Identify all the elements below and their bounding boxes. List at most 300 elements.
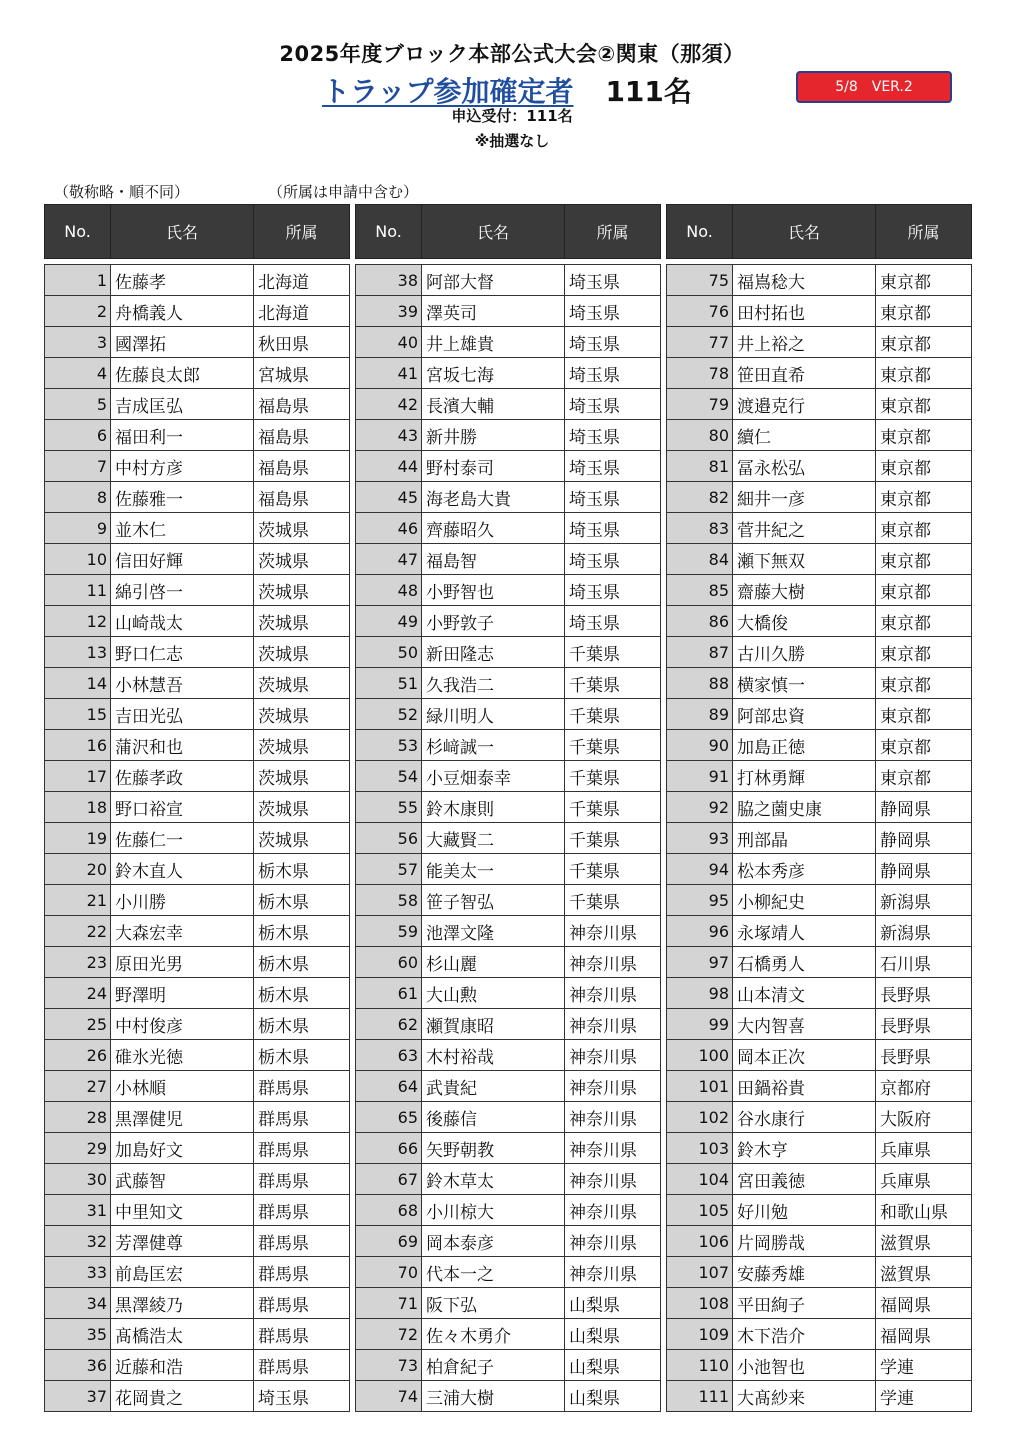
- table-row: [667, 1133, 972, 1164]
- table-row: [45, 606, 350, 637]
- table-row: [667, 947, 972, 978]
- participant-number: 98: [667, 978, 733, 1009]
- participant-name: 大藏賢二: [422, 823, 565, 854]
- table-row: [356, 823, 661, 854]
- table-row: [45, 1071, 350, 1102]
- participant-affiliation: 千葉県: [565, 761, 661, 792]
- participant-number: 38: [356, 265, 422, 296]
- participant-affiliation: 群馬県: [254, 1164, 350, 1195]
- participant-affiliation: 栃木県: [254, 885, 350, 916]
- column-header-affiliation: 所属: [876, 205, 972, 259]
- participant-name: 後藤信: [422, 1102, 565, 1133]
- participant-name: 芳澤健尊: [111, 1226, 254, 1257]
- participant-affiliation: 東京都: [876, 358, 972, 389]
- participant-number: 88: [667, 668, 733, 699]
- table-row: [45, 1381, 350, 1412]
- participant-affiliation: 群馬県: [254, 1319, 350, 1350]
- participant-name: 大内智喜: [733, 1009, 876, 1040]
- table-row: [45, 1040, 350, 1071]
- participant-number: 70: [356, 1257, 422, 1288]
- table-row: [356, 730, 661, 761]
- participant-number: 24: [45, 978, 111, 1009]
- participant-name: 平田絢子: [733, 1288, 876, 1319]
- participant-affiliation: 福島県: [254, 389, 350, 420]
- participant-table-group: [666, 204, 972, 1412]
- participant-number: 77: [667, 327, 733, 358]
- participant-name: 瀬賀康昭: [422, 1009, 565, 1040]
- participant-number: 78: [667, 358, 733, 389]
- participant-name: 大橋俊: [733, 606, 876, 637]
- participant-number: 48: [356, 575, 422, 606]
- table-row: [356, 358, 661, 389]
- participant-number: 79: [667, 389, 733, 420]
- column-header-no: No.: [667, 205, 733, 259]
- participant-affiliation: 神奈川県: [565, 978, 661, 1009]
- table-row: [356, 699, 661, 730]
- table-row: [667, 389, 972, 420]
- participant-number: 10: [45, 544, 111, 575]
- participant-affiliation: 長野県: [876, 1009, 972, 1040]
- participant-affiliation: 千葉県: [565, 730, 661, 761]
- table-row: [356, 1040, 661, 1071]
- participant-name: 山崎哉太: [111, 606, 254, 637]
- participant-number: 49: [356, 606, 422, 637]
- participant-number: 20: [45, 854, 111, 885]
- table-row: [356, 451, 661, 482]
- table-row: [356, 947, 661, 978]
- table-row: [356, 389, 661, 420]
- table-row: [356, 327, 661, 358]
- participant-affiliation: 埼玉県: [565, 265, 661, 296]
- participant-affiliation: 千葉県: [565, 792, 661, 823]
- table-row: [45, 947, 350, 978]
- participant-number: 45: [356, 482, 422, 513]
- participant-affiliation: 埼玉県: [565, 513, 661, 544]
- table-row: [45, 1319, 350, 1350]
- participant-affiliation: 神奈川県: [565, 947, 661, 978]
- table-row: [45, 1195, 350, 1226]
- participant-name: 髙橋浩太: [111, 1319, 254, 1350]
- participant-affiliation: 東京都: [876, 699, 972, 730]
- table-row: [667, 1040, 972, 1071]
- participant-affiliation: 栃木県: [254, 947, 350, 978]
- participant-affiliation: 栃木県: [254, 854, 350, 885]
- participant-affiliation: 茨城県: [254, 761, 350, 792]
- table-row: [45, 668, 350, 699]
- participant-name: 永塚靖人: [733, 916, 876, 947]
- participant-affiliation: 山梨県: [565, 1288, 661, 1319]
- participant-number: 102: [667, 1102, 733, 1133]
- participant-affiliation: 神奈川県: [565, 1226, 661, 1257]
- participant-affiliation: 埼玉県: [565, 544, 661, 575]
- participant-affiliation: 埼玉県: [565, 327, 661, 358]
- table-row: [356, 637, 661, 668]
- participant-name: 野口裕宣: [111, 792, 254, 823]
- table-row: [45, 451, 350, 482]
- participant-number: 80: [667, 420, 733, 451]
- participant-name: 佐藤孝政: [111, 761, 254, 792]
- participant-name: 杉﨑誠一: [422, 730, 565, 761]
- participants-label: トラップ参加確定者: [322, 75, 574, 108]
- participant-name: 瀬下無双: [733, 544, 876, 575]
- participant-table-group: [44, 204, 350, 1412]
- participant-name: 新井勝: [422, 420, 565, 451]
- participant-name: 中村俊彦: [111, 1009, 254, 1040]
- table-row: [667, 1381, 972, 1412]
- participant-name: 代本一之: [422, 1257, 565, 1288]
- table-row: [356, 482, 661, 513]
- participant-affiliation: 長野県: [876, 1040, 972, 1071]
- table-row: [45, 1133, 350, 1164]
- participant-affiliation: 埼玉県: [565, 296, 661, 327]
- participant-name: 原田光男: [111, 947, 254, 978]
- participant-name: 打林勇輝: [733, 761, 876, 792]
- participant-name: 佐藤孝: [111, 265, 254, 296]
- participant-affiliation: 埼玉県: [565, 451, 661, 482]
- participant-name: 岡本泰彦: [422, 1226, 565, 1257]
- participant-name: 野村泰司: [422, 451, 565, 482]
- participant-affiliation: 茨城県: [254, 513, 350, 544]
- participant-number: 76: [667, 296, 733, 327]
- lottery-note: ※抽選なし: [474, 132, 550, 150]
- participant-number: 67: [356, 1164, 422, 1195]
- participant-number: 16: [45, 730, 111, 761]
- participant-affiliation: 茨城県: [254, 699, 350, 730]
- participant-affiliation: 茨城県: [254, 637, 350, 668]
- participant-name: 好川勉: [733, 1195, 876, 1226]
- participant-affiliation: 神奈川県: [565, 1009, 661, 1040]
- participant-name: 小柳紀史: [733, 885, 876, 916]
- participant-affiliation: 新潟県: [876, 885, 972, 916]
- table-row: [356, 265, 661, 296]
- participant-affiliation: 群馬県: [254, 1226, 350, 1257]
- participant-affiliation: 群馬県: [254, 1350, 350, 1381]
- participant-number: 39: [356, 296, 422, 327]
- participant-name: 古川久勝: [733, 637, 876, 668]
- table-row: [45, 1102, 350, 1133]
- column-header-name: 氏名: [733, 205, 876, 259]
- table-row: [356, 1226, 661, 1257]
- participant-number: 21: [45, 885, 111, 916]
- table-row: [667, 854, 972, 885]
- participant-affiliation: 福岡県: [876, 1319, 972, 1350]
- table-row: [45, 761, 350, 792]
- table-row: [667, 1164, 972, 1195]
- participant-name: 谷水康行: [733, 1102, 876, 1133]
- participant-affiliation: 山梨県: [565, 1319, 661, 1350]
- table-row: [667, 730, 972, 761]
- participant-affiliation: 大阪府: [876, 1102, 972, 1133]
- participant-number: 14: [45, 668, 111, 699]
- participant-affiliation: 千葉県: [565, 668, 661, 699]
- table-row: [356, 575, 661, 606]
- participant-number: 99: [667, 1009, 733, 1040]
- table-row: [356, 668, 661, 699]
- participant-number: 110: [667, 1350, 733, 1381]
- participant-name: 武藤智: [111, 1164, 254, 1195]
- participant-number: 103: [667, 1133, 733, 1164]
- participant-affiliation: 茨城県: [254, 668, 350, 699]
- table-row: [45, 513, 350, 544]
- participant-name: 木村裕哉: [422, 1040, 565, 1071]
- participant-number: 86: [667, 606, 733, 637]
- participant-number: 15: [45, 699, 111, 730]
- participant-number: 111: [667, 1381, 733, 1412]
- participant-number: 25: [45, 1009, 111, 1040]
- table-row: [45, 1226, 350, 1257]
- participant-name: 中里知文: [111, 1195, 254, 1226]
- participant-number: 100: [667, 1040, 733, 1071]
- participant-name: 石橋勇人: [733, 947, 876, 978]
- participant-number: 43: [356, 420, 422, 451]
- table-row: [356, 1009, 661, 1040]
- participant-name: 鈴木直人: [111, 854, 254, 885]
- participant-affiliation: 埼玉県: [565, 482, 661, 513]
- table-row: [45, 823, 350, 854]
- participant-number: 63: [356, 1040, 422, 1071]
- table-row: [667, 513, 972, 544]
- participant-affiliation: 東京都: [876, 265, 972, 296]
- participant-name: 舟橋義人: [111, 296, 254, 327]
- participant-affiliation: 福島県: [254, 451, 350, 482]
- table-row: [356, 1164, 661, 1195]
- participant-number: 5: [45, 389, 111, 420]
- participant-name: 柏倉紀子: [422, 1350, 565, 1381]
- participant-number: 72: [356, 1319, 422, 1350]
- participant-affiliation: 北海道: [254, 296, 350, 327]
- participant-name: 松本秀彦: [733, 854, 876, 885]
- participant-name: 福島智: [422, 544, 565, 575]
- participant-name: 冨永松弘: [733, 451, 876, 482]
- participant-affiliation: 茨城県: [254, 792, 350, 823]
- table-row: [667, 296, 972, 327]
- participant-number: 105: [667, 1195, 733, 1226]
- participant-number: 22: [45, 916, 111, 947]
- participant-number: 97: [667, 947, 733, 978]
- participant-affiliation: 東京都: [876, 761, 972, 792]
- participant-affiliation: 埼玉県: [565, 575, 661, 606]
- participant-name: 加島正徳: [733, 730, 876, 761]
- participant-number: 1: [45, 265, 111, 296]
- participant-affiliation: 茨城県: [254, 575, 350, 606]
- participant-number: 52: [356, 699, 422, 730]
- participant-name: 前島匡宏: [111, 1257, 254, 1288]
- participant-name: 黒澤健児: [111, 1102, 254, 1133]
- honorific-note: （敬称略・順不同）: [54, 183, 190, 201]
- participant-affiliation: 千葉県: [565, 823, 661, 854]
- participant-number: 37: [45, 1381, 111, 1412]
- participant-affiliation: 神奈川県: [565, 916, 661, 947]
- participant-number: 55: [356, 792, 422, 823]
- participant-affiliation: 石川県: [876, 947, 972, 978]
- participant-name: 花岡貴之: [111, 1381, 254, 1412]
- table-row: [356, 1288, 661, 1319]
- table-row: [45, 1164, 350, 1195]
- table-row: [356, 978, 661, 1009]
- participant-number: 107: [667, 1257, 733, 1288]
- table-row: [356, 1319, 661, 1350]
- document-title: 2025年度ブロック本部公式大会②関東（那須）: [279, 42, 745, 66]
- table-row: [45, 575, 350, 606]
- participant-name: 杉山麗: [422, 947, 565, 978]
- participant-number: 51: [356, 668, 422, 699]
- table-row: [667, 482, 972, 513]
- table-row: [356, 1381, 661, 1412]
- table-row: [356, 420, 661, 451]
- participant-number: 109: [667, 1319, 733, 1350]
- participant-name: 阪下弘: [422, 1288, 565, 1319]
- participant-name: 能美太一: [422, 854, 565, 885]
- participant-name: 小林慧吾: [111, 668, 254, 699]
- participant-number: 91: [667, 761, 733, 792]
- participant-affiliation: 東京都: [876, 451, 972, 482]
- participant-affiliation: 東京都: [876, 296, 972, 327]
- participant-affiliation: 東京都: [876, 575, 972, 606]
- reception-count: 申込受付：111名: [451, 107, 573, 125]
- participant-name: 田村拓也: [733, 296, 876, 327]
- participant-affiliation: 秋田県: [254, 327, 350, 358]
- version-badge: 5/8 VER.2: [796, 71, 952, 103]
- participant-name: 長濱大輔: [422, 389, 565, 420]
- participant-number: 18: [45, 792, 111, 823]
- participant-affiliation: 群馬県: [254, 1257, 350, 1288]
- participant-number: 104: [667, 1164, 733, 1195]
- participant-number: 34: [45, 1288, 111, 1319]
- table-row: [45, 544, 350, 575]
- table-row: [667, 1257, 972, 1288]
- participant-name: 池澤文隆: [422, 916, 565, 947]
- table-row: [45, 1257, 350, 1288]
- participant-name: 野口仁志: [111, 637, 254, 668]
- participant-name: 岡本正次: [733, 1040, 876, 1071]
- participant-number: 2: [45, 296, 111, 327]
- participant-number: 3: [45, 327, 111, 358]
- table-row: [667, 327, 972, 358]
- participant-number: 84: [667, 544, 733, 575]
- participant-affiliation: 東京都: [876, 730, 972, 761]
- participant-affiliation: 宮城県: [254, 358, 350, 389]
- participant-number: 94: [667, 854, 733, 885]
- participant-number: 101: [667, 1071, 733, 1102]
- participant-affiliation: 東京都: [876, 420, 972, 451]
- participant-name: 安藤秀雄: [733, 1257, 876, 1288]
- participant-name: 綿引啓一: [111, 575, 254, 606]
- participant-number: 54: [356, 761, 422, 792]
- participant-number: 11: [45, 575, 111, 606]
- table-row: [356, 544, 661, 575]
- table-row: [356, 916, 661, 947]
- participant-affiliation: 神奈川県: [565, 1071, 661, 1102]
- table-row: [45, 420, 350, 451]
- table-row: [45, 1350, 350, 1381]
- participant-affiliation: 神奈川県: [565, 1257, 661, 1288]
- participant-affiliation: 茨城県: [254, 544, 350, 575]
- participant-name: 中村方彦: [111, 451, 254, 482]
- table-row: [667, 1195, 972, 1226]
- table-row: [667, 823, 972, 854]
- participant-name: 大髙紗来: [733, 1381, 876, 1412]
- table-row: [45, 916, 350, 947]
- participant-name: 碓氷光徳: [111, 1040, 254, 1071]
- participant-affiliation: 神奈川県: [565, 1040, 661, 1071]
- participant-affiliation: 埼玉県: [565, 606, 661, 637]
- table-row: [667, 978, 972, 1009]
- participant-affiliation: 茨城県: [254, 606, 350, 637]
- participant-number: 62: [356, 1009, 422, 1040]
- participant-name: 細井一彦: [733, 482, 876, 513]
- participant-affiliation: 埼玉県: [565, 420, 661, 451]
- participant-number: 44: [356, 451, 422, 482]
- participant-affiliation: 福島県: [254, 482, 350, 513]
- table-row: [356, 606, 661, 637]
- participants-heading: [322, 70, 692, 110]
- table-row: [45, 265, 350, 296]
- column-header-no: No.: [356, 205, 422, 259]
- participant-number: 60: [356, 947, 422, 978]
- table-row: [356, 1071, 661, 1102]
- participant-number: 40: [356, 327, 422, 358]
- participant-name: 横家慎一: [733, 668, 876, 699]
- affiliation-note: （所属は申請中含む）: [268, 183, 419, 201]
- participant-number: 29: [45, 1133, 111, 1164]
- participant-affiliation: 東京都: [876, 513, 972, 544]
- participant-number: 47: [356, 544, 422, 575]
- participant-number: 93: [667, 823, 733, 854]
- participant-name: 刑部晶: [733, 823, 876, 854]
- participant-affiliation: 北海道: [254, 265, 350, 296]
- participant-number: 74: [356, 1381, 422, 1412]
- participant-name: 近藤和浩: [111, 1350, 254, 1381]
- participant-name: 宮坂七海: [422, 358, 565, 389]
- participant-affiliation: 神奈川県: [565, 1164, 661, 1195]
- table-row: [356, 761, 661, 792]
- participant-name: 宮田義徳: [733, 1164, 876, 1195]
- participant-number: 89: [667, 699, 733, 730]
- participant-number: 28: [45, 1102, 111, 1133]
- participant-number: 73: [356, 1350, 422, 1381]
- participant-affiliation: 学連: [876, 1350, 972, 1381]
- participant-affiliation: 神奈川県: [565, 1102, 661, 1133]
- participant-name: 大森宏幸: [111, 916, 254, 947]
- participant-affiliation: 滋賀県: [876, 1226, 972, 1257]
- participant-number: 17: [45, 761, 111, 792]
- participant-number: 64: [356, 1071, 422, 1102]
- table-row: [667, 1071, 972, 1102]
- table-row: [356, 854, 661, 885]
- table-row: [667, 265, 972, 296]
- participant-affiliation: 東京都: [876, 668, 972, 699]
- participant-affiliation: 福島県: [254, 420, 350, 451]
- table-row: [667, 916, 972, 947]
- table-row: [667, 792, 972, 823]
- participant-number: 65: [356, 1102, 422, 1133]
- participant-affiliation: 山梨県: [565, 1350, 661, 1381]
- participant-affiliation: 埼玉県: [565, 358, 661, 389]
- participant-name: 並木仁: [111, 513, 254, 544]
- participant-affiliation: 埼玉県: [565, 389, 661, 420]
- participant-name: 信田好輝: [111, 544, 254, 575]
- participant-affiliation: 学連: [876, 1381, 972, 1412]
- table-row: [356, 1257, 661, 1288]
- participant-affiliation: 栃木県: [254, 978, 350, 1009]
- column-header-no: No.: [45, 205, 111, 259]
- participant-affiliation: 神奈川県: [565, 1133, 661, 1164]
- participant-name: 齊藤昭久: [422, 513, 565, 544]
- participant-name: 黒澤綾乃: [111, 1288, 254, 1319]
- table-row: [667, 1009, 972, 1040]
- participant-name: 山本清文: [733, 978, 876, 1009]
- table-row: [45, 978, 350, 1009]
